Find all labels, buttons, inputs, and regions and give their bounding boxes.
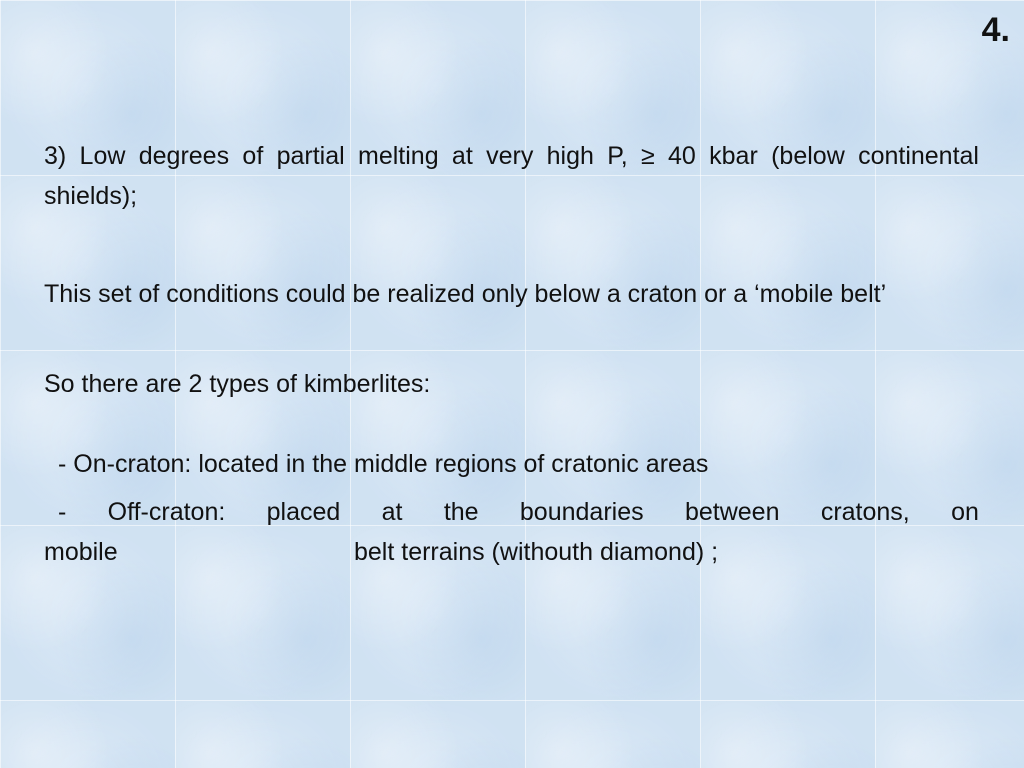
bullet-off-craton-line1 [58,492,979,532]
word: at [381,498,403,526]
word: cratons, [820,498,910,526]
bullet-on-craton: - On-craton: located in the middle regions of cratonic areas [58,450,709,478]
bullet-off-craton-line2 [44,532,979,572]
paragraph-conditions: This set of conditions could be realized only below a craton or a ‘mobile belt’ [44,280,887,308]
word: - [58,498,67,526]
bullet-off-craton [44,492,979,572]
paragraph-kimberlite-types: So there are 2 types of kimberlites: [44,370,431,398]
word: between [684,498,780,526]
word: Off-craton: [107,498,226,526]
slide-content [44,136,979,572]
word: placed [266,498,341,526]
paragraph-partial-melting: 3) Low degrees of partial melting at very high P, ≥ 40 kbar (below continental shields); [44,142,979,210]
word: on [951,498,979,526]
slide-number: 4. [981,11,1010,49]
word: mobile [44,538,118,566]
word: the [443,498,479,526]
bullet-off-craton-rest: belt terrains (withouth diamond) ; [354,538,719,566]
word: boundaries [519,498,644,526]
